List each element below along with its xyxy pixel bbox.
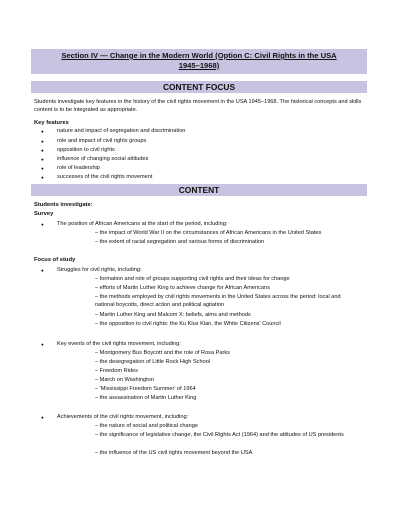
students-investigate-heading: Students investigate:: [34, 202, 93, 208]
survey-bullet: ● The position of African Americans at the start of the period, including:: [57, 221, 227, 228]
key-features-heading: Key features: [34, 120, 69, 126]
focus-sub-item: – the methods employed by civil rights movements in the United States across the period: local and national boycotts, direct action and political agitation: [95, 294, 341, 308]
section-title-line-1: Section IV — Change in the Modern World (Option C: Civil Rights in the USA: [61, 51, 337, 60]
focus-sub-item: – the desegregation of Little Rock High School: [95, 359, 211, 365]
key-feature-item: ● nature and impact of segregation and discrimination: [57, 128, 185, 135]
focus-sub-item: – March on Washington: [95, 377, 154, 383]
focus-sub-item: – the influence of the US civil rights movement beyond the USA: [95, 450, 253, 456]
focus-sub-item: – the nature of social and political change: [95, 423, 198, 429]
focus-sub-item: – the opposition to civil rights: the Ku Klux Klan, the White Citizens' Council: [95, 321, 281, 327]
intro-paragraph: Students investigate key features in the history of the civil rights movement in the USA 1945–1968. The historical concepts and skills content is to be integrated as appropriate.: [34, 99, 362, 113]
focus-bullet-achievements: ● Achievements of the civil rights movement, including:: [57, 414, 188, 421]
focus-sub-item: – the assassination of Martin Luther King: [95, 395, 197, 401]
key-feature-item: ● role and impact of civil rights groups: [57, 138, 146, 145]
focus-sub-item: – efforts of Martin Luther King to achieve change for African Americans: [95, 285, 270, 291]
focus-bullet-key-events: ● Key events of the civil rights movement, including:: [57, 341, 181, 348]
focus-bullet-struggles: ● Struggles for civil rights, including:: [57, 267, 142, 274]
focus-sub-item: – Freedom Rides: [95, 368, 138, 374]
survey-sub-item: – the impact of World War II on the circumstances of African Americans in the United States: [95, 230, 322, 236]
section-title-line-2: 1945–1968): [178, 60, 220, 70]
content-focus-banner: CONTENT FOCUS: [31, 81, 367, 93]
key-feature-item: ● role of leadership: [57, 165, 100, 172]
survey-heading: Survey: [34, 211, 54, 217]
key-feature-item: ● opposition to civil rights: [57, 147, 115, 154]
survey-sub-item: – the extent of racial segregation and various forms of discrimination: [95, 239, 265, 245]
focus-sub-item: – formation and role of groups supporting civil rights and their ideas for change: [95, 276, 290, 282]
key-feature-item: ● influence of changing social attitudes: [57, 156, 148, 163]
content-banner: CONTENT: [31, 184, 367, 196]
focus-sub-item: – the significance of legislative change, the Civil Rights Act (1964) and the attitudes of US presidents: [95, 432, 344, 438]
focus-of-study-heading: Focus of study: [34, 257, 76, 263]
key-feature-item: ● successes of the civil rights movement: [57, 174, 152, 181]
focus-sub-item: – 'Mississippi Freedom Summer' of 1964: [95, 386, 196, 392]
focus-sub-item: – Martin Luther King and Malcom X: beliefs, aims and methods: [95, 312, 251, 318]
section-title-banner: [31, 49, 367, 74]
focus-sub-item: – Montgomery Bus Boycott and the role of Rosa Parks: [95, 350, 230, 356]
